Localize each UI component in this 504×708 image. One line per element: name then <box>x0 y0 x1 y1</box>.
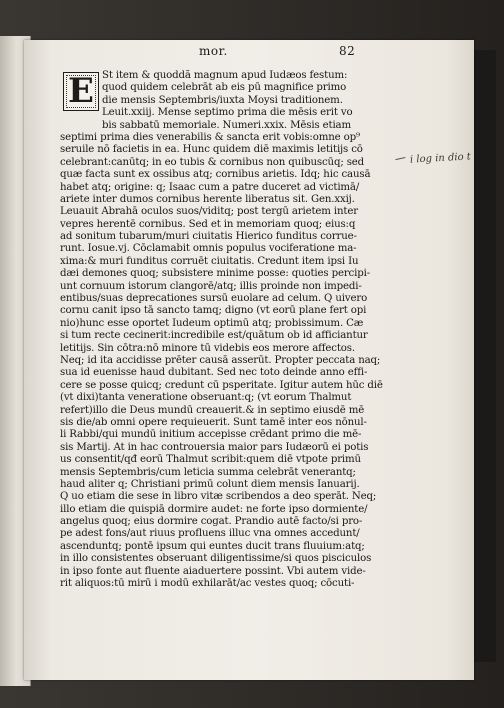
text-line: in illo consistentes obseruant diligentissime/si quos pisciculos <box>60 553 372 565</box>
text-line: seruile nō facietis in ea. Hunc quidem diē maximis letitijs cō <box>60 144 363 156</box>
text-line: entibus/suas deprecationes sursū euolare ad celum. Q uivero <box>60 293 368 305</box>
text-line: runt. Iosue.vj. Cōclamabit omnis populus vociferatione ma- <box>60 243 357 255</box>
text-line: St item & quoddã magnum apud Iudæos festum: <box>102 70 348 81</box>
text-line: quæ facta sunt ex ossibus atq; cornibus arietis. Idq; hic causā <box>60 169 371 181</box>
text-line: si tum recte cecinerit:incredibile est/quātum ob id afficiantur <box>60 330 368 342</box>
text-line: us consentit/qđ eorū Thalmut scribit:quem diē vtpote primū <box>60 454 361 466</box>
text-line: nio)hunc esse oportet Iudeum optimū atq; probissimum. Cæ <box>60 317 364 329</box>
book-edge-shadow <box>474 50 496 662</box>
handwritten-marginal-note: i log in dio t <box>409 151 472 166</box>
body-text <box>60 70 444 590</box>
text-line: septimi prima dies venerabilis & sancta erit vobis:omne op⁹ <box>60 131 360 143</box>
text-line: unt cornuum istorum clangorē/atq; illis proinde non impedi- <box>60 280 362 292</box>
folio-number: 82 <box>339 44 356 58</box>
text-line: cere se posse quicq; credunt cū psperitate. Igitur autem hūc diē <box>60 379 383 391</box>
text-line: sis die/ab omni opere requieuerit. Sunt tamē inter eos nōnul- <box>60 416 367 428</box>
text-line: die mensis Septembris/iuxta Moysi traditionem. <box>102 94 343 106</box>
text-line: rit aliquos:tū mirū i modū exhilarāt/ac vestes quoq; cōcuti- <box>60 578 355 590</box>
text-line: illo etiam die quispiā dormire audet: ne forte ipso dormiente/ <box>60 503 368 515</box>
text-line: habet atq; origine: q; Isaac cum a patre duceret ad victimā/ <box>60 181 360 193</box>
text-line: celebrant:canūtq; in eo tubis & cornibus non quibuscūq; sed <box>60 156 365 168</box>
text-line: li Rabbi/qui mundū initium accepisse crēdant primo die mē- <box>60 429 362 441</box>
text-line: vepres herentē cornibus. Sed et in memoriam quoq; eius:q <box>60 218 356 230</box>
text-line: haud aliter q; Christiani primū colunt diem mensis Ianuarij. <box>60 478 360 490</box>
text-line: dæi demones quoq; subsistere minime posse: quoties percipi- <box>60 268 370 280</box>
text-line: bis sabbatū memoriale. Numeri.xxix. Mēsis etiam <box>102 119 351 131</box>
text-line: cornu canit ipso tā sancto tamq; digno (vt eorū plane fert opi <box>60 305 367 317</box>
text-line: in ipso fonte aut fluente aiaduertere possint. Vbi autem vide- <box>60 565 366 577</box>
text-line: quod quidem celebrāt ab eis pū magnifice primo <box>102 82 347 94</box>
text-line: sua id euenisse haud dubitant. Sed nec toto deinde anno effi- <box>60 367 368 379</box>
text-line: Leuauit Abrahā oculos suos/viditq; post tergū arietem inter <box>60 206 358 218</box>
text-line: ascenduntq; pontē ipsum qui euntes ducit trans fluuium:atq; <box>60 540 365 552</box>
text-line: xima:& muri funditus corruēt ciuitatis. Credunt item ipsi Iu <box>60 255 359 267</box>
text-line: Neq; id ita accidisse prēter causā asserūt. Propter peccata naq; <box>60 354 381 366</box>
text-line: letitijs. Sin cōtra:nō minore tū videbis eos merore affectos. <box>60 342 355 354</box>
text-line: angelus quoq; eius dormire cogat. Prandio autē facto/si pro- <box>60 516 363 528</box>
text-line: ad sonitum tubarum/muri ciuitatis Hierico funditus corrue- <box>60 231 357 243</box>
running-head-word: mor. <box>199 44 228 58</box>
book-page <box>24 40 474 680</box>
text-line: Leuit.xxiij. Mense septimo prima die mēsis erit vo <box>102 107 353 119</box>
decorated-initial: E <box>63 72 99 111</box>
text-line: (vt dixi)tanta veneratione obseruant:q; (vt eorum Thalmut <box>60 392 352 404</box>
text-line: pe adest fons/aut riuus profluens illuc vna omnes accedunt/ <box>60 528 360 540</box>
text-line: refert)illo die Deus mundū creauerit.& in septimo eiusdē mē <box>60 404 365 416</box>
text-line: sis Martij. At in hac controuersia maior pars Iudæorū ei potis <box>60 441 369 453</box>
text-line: ariete inter dumos cornibus herente liberatus sit. Gen.xxij. <box>60 193 355 205</box>
text-line: mensis Septembris/cum leticia summa celebrāt venerantq; <box>60 466 356 478</box>
text-line: Q uo etiam die sese in libro vitæ scribendos a deo sperāt. Neq; <box>60 491 377 503</box>
